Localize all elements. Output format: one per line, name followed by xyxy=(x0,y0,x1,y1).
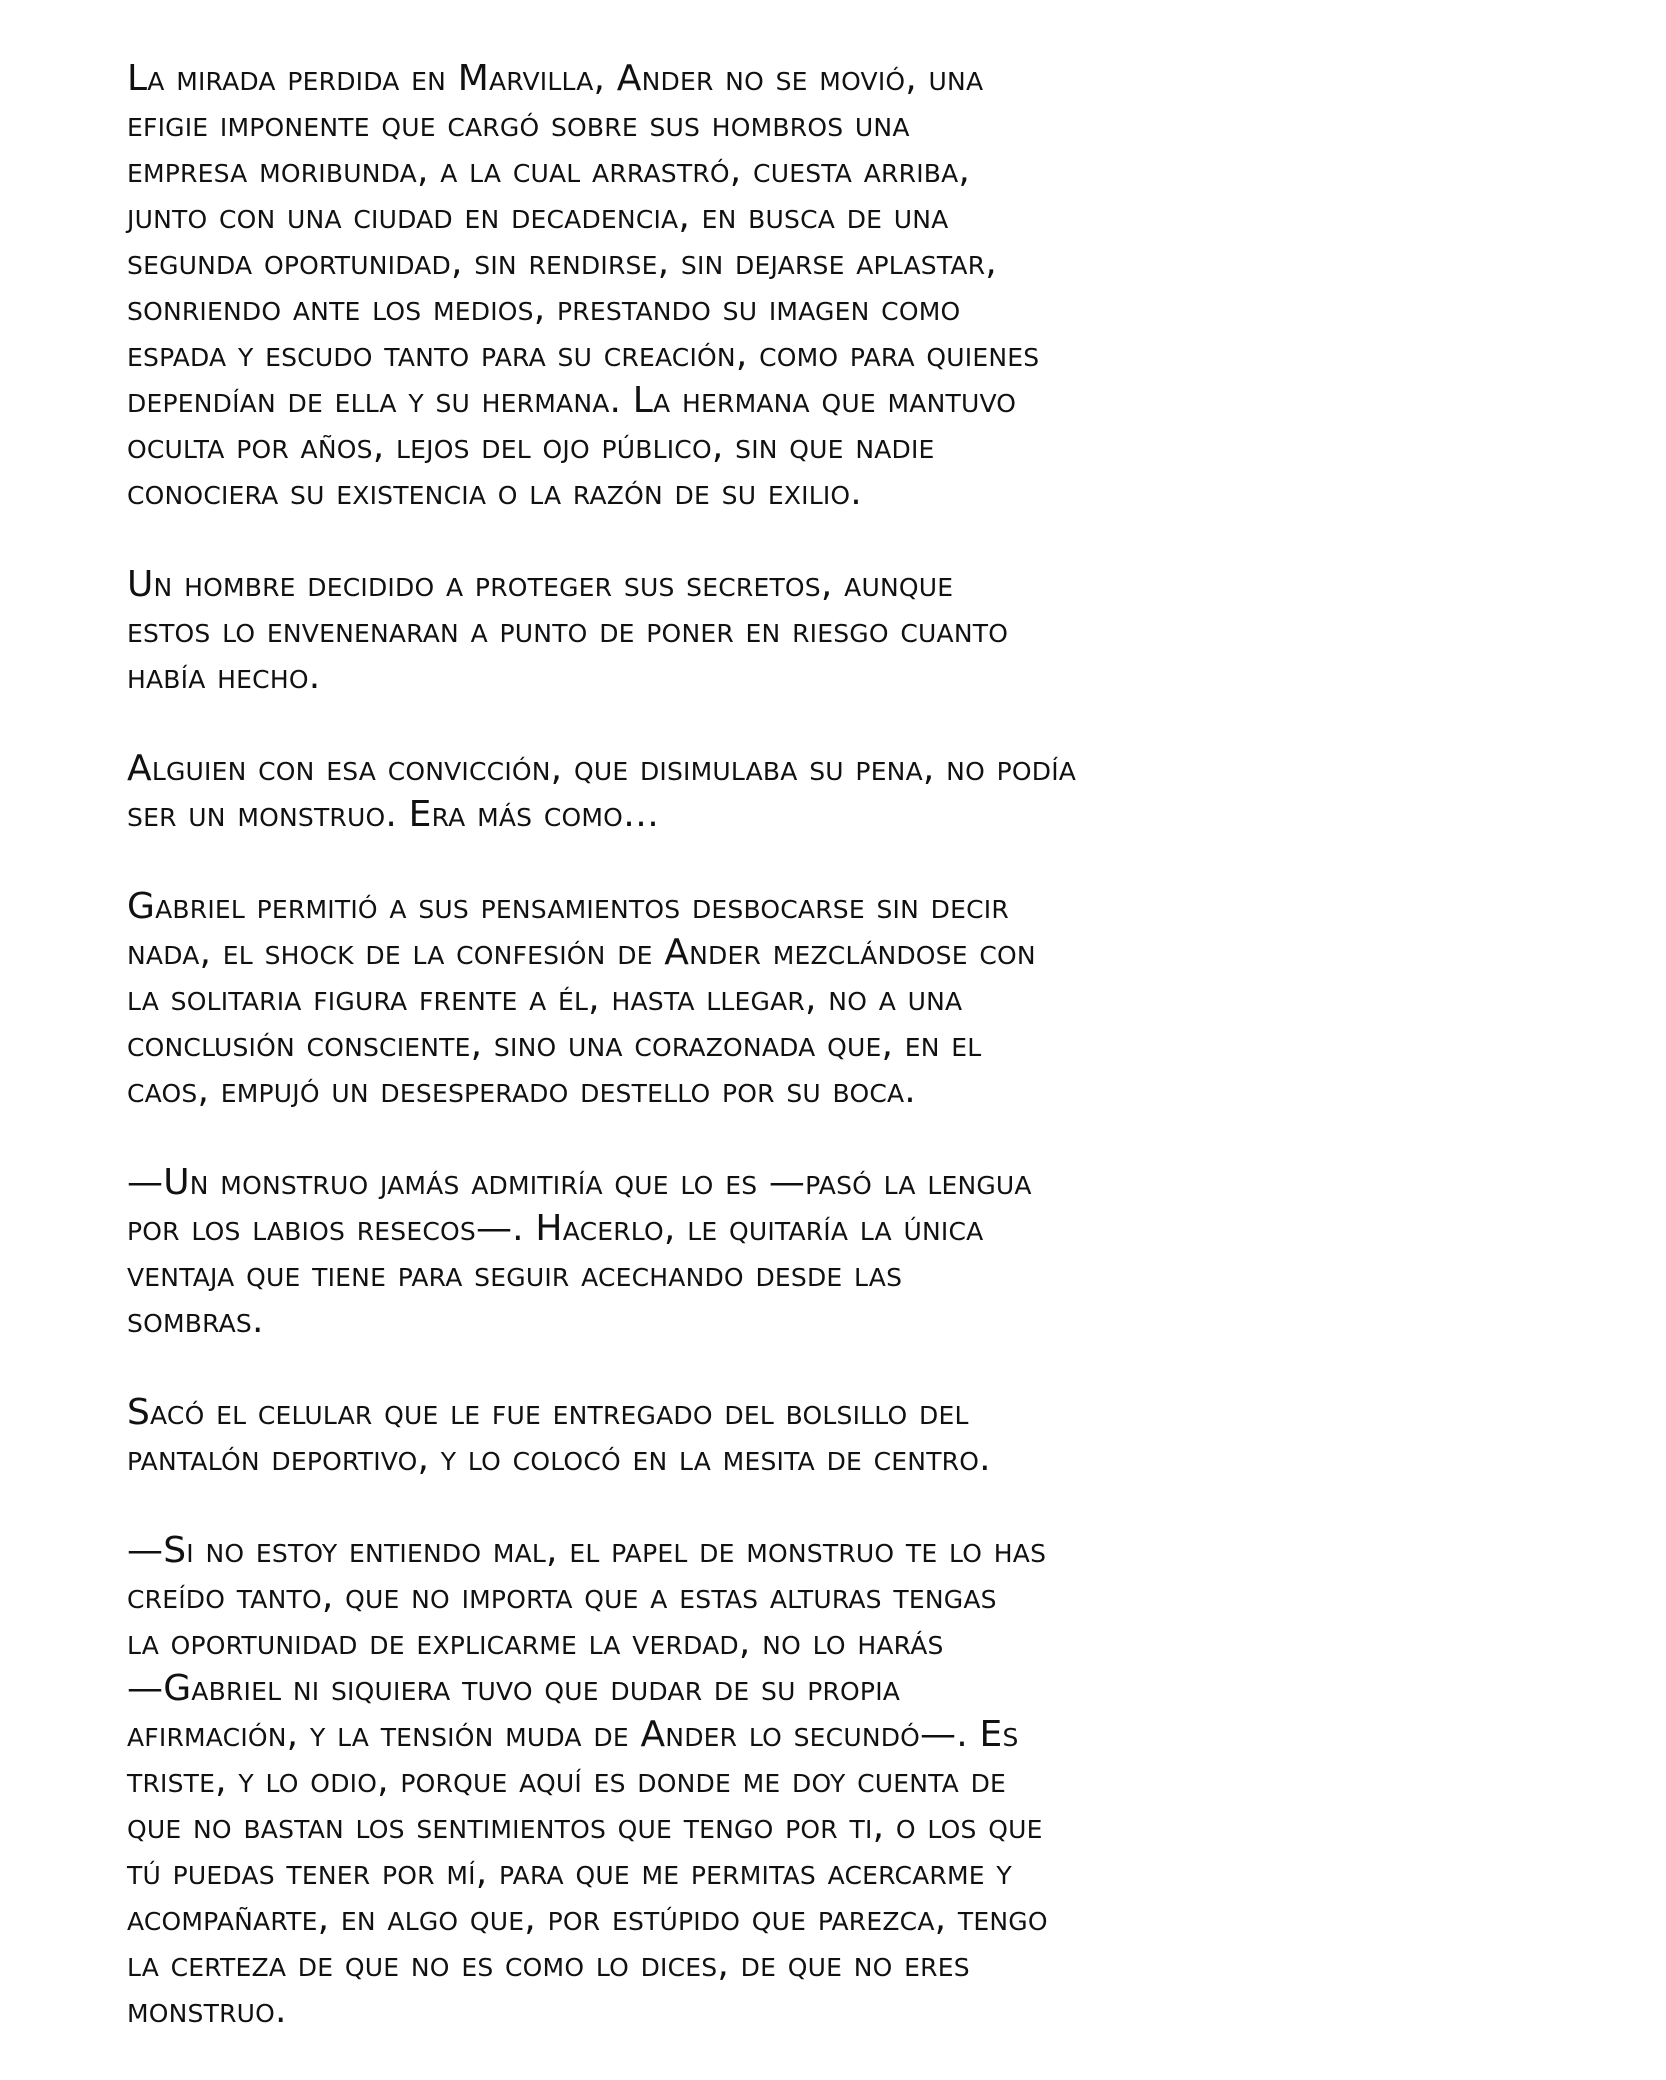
paragraph-2: Un hombre decidido a proteger sus secretos, aunque estos lo envenenaran a punto de poner en riesgo cuanto había hecho. xyxy=(127,564,1009,697)
paragraph-1: La mirada perdida en Marvilla, Ander no se movió, una efigie imponente que cargó sobre sus hombros una empresa moribunda, a la cual arrastró, cuesta arriba, junto con una ciudad en decadencia, en busca de una segunda oportunidad, sin rendirse, sin dejarse aplastar, sonriendo ante los medios, prestando su imagen como espada y escudo tanto para su creación, como para quienes dependían de ella y su hermana. La hermana que mantuvo oculta por años, lejos del ojo público, sin que nadie conociera su existencia o la razón de su exilio. xyxy=(127,58,1040,513)
paragraph-3: Alguien con esa convicción, que disimulaba su pena, no podía ser un monstruo. Era más como… xyxy=(127,748,1077,835)
document-page xyxy=(127,56,1567,2080)
paragraph-7: —Si no estoy entiendo mal, el papel de monstruo te lo has creído tanto, que no importa que a estas alturas tengas la oportunidad de explicarme la verdad, no lo harás —Gabriel ni siquiera tuvo que dudar de su propia afirmación, y la tensión muda de Ander lo secundó—. Es triste, y lo odio, porque aquí es donde me doy cuenta de que no bastan los sentimientos que tengo por ti, o los que tú puedas tener por mí, para que me permitas acercarme y acompañarte, en algo que, por estúpido que parezca, tengo la certeza de que no es como lo dices, de que no eres monstruo. xyxy=(127,1530,1048,2031)
paragraph-5: —Un monstruo jamás admitiría que lo es —pasó la lengua por los labios resecos—. Hacerlo, le quitaría la única ventaja que tiene para seguir acechando desde las sombras. xyxy=(127,1162,1032,1341)
paragraph-4: Gabriel permitió a sus pensamientos desbocarse sin decir nada, el shock de la confesión de Ander mezclándose con la solitaria figura frente a él, hasta llegar, no a una conclusión consciente, sino una corazonada que, en el caos, empujó un desesperado destello por su boca. xyxy=(127,886,1036,1111)
paragraph-6: Sacó el celular que le fue entregado del bolsillo del pantalón deportivo, y lo colocó en la mesita de centro. xyxy=(127,1392,991,1479)
